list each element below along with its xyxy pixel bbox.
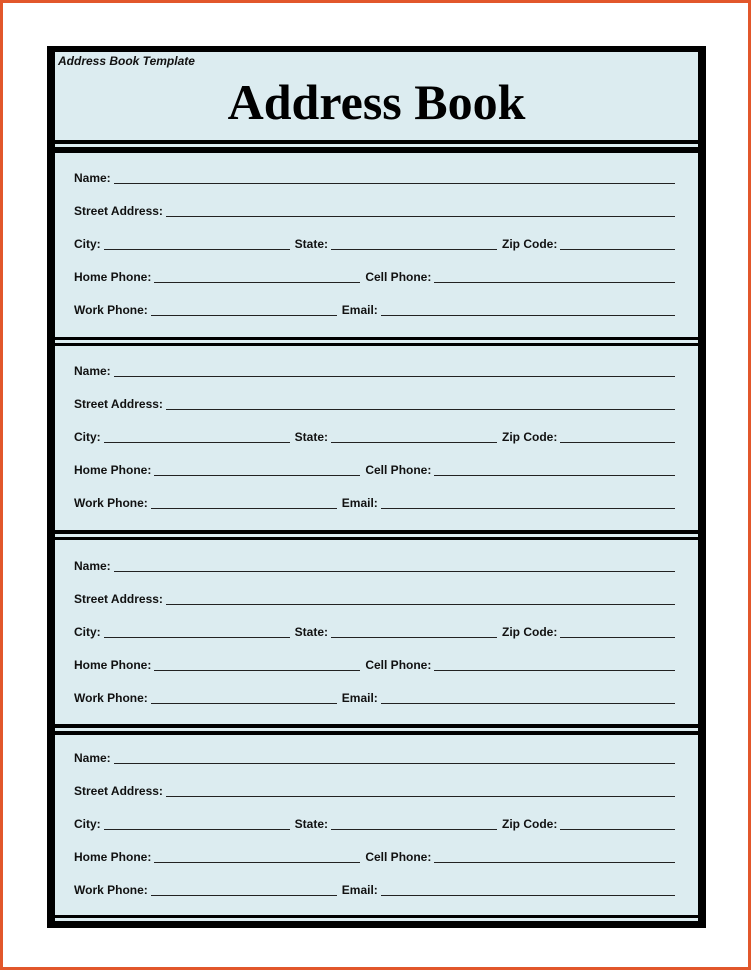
state-label: State: [294, 237, 329, 251]
home-phone-label: Home Phone: [74, 658, 152, 672]
zip-field[interactable] [560, 235, 675, 250]
cell-phone-label: Cell Phone: [365, 850, 432, 864]
address-entry [55, 735, 698, 915]
address-book [47, 46, 706, 928]
home-phone-label: Home Phone: [74, 850, 152, 864]
email-field[interactable] [381, 689, 675, 704]
cell-phone-label: Cell Phone: [365, 658, 432, 672]
address-entry [55, 346, 698, 530]
work-email-row [74, 299, 675, 317]
name-row [74, 167, 675, 185]
state-label: State: [294, 625, 329, 639]
state-field[interactable] [331, 235, 497, 250]
name-field[interactable] [114, 169, 675, 184]
name-row [74, 360, 675, 378]
home-phone-label: Home Phone: [74, 270, 152, 284]
street-field[interactable] [166, 590, 675, 605]
work-phone-field[interactable] [151, 881, 337, 896]
phone-row [74, 846, 675, 864]
street-field[interactable] [166, 202, 675, 217]
city-label: City: [74, 237, 101, 251]
work-phone-field[interactable] [151, 494, 337, 509]
name-row [74, 555, 675, 573]
work-email-row [74, 687, 675, 705]
zip-field[interactable] [560, 815, 675, 830]
name-label: Name: [74, 559, 111, 573]
name-field[interactable] [114, 362, 675, 377]
city-state-zip-row [74, 621, 675, 639]
divider [55, 340, 698, 343]
state-field[interactable] [331, 623, 497, 638]
home-phone-label: Home Phone: [74, 463, 152, 477]
email-field[interactable] [381, 494, 675, 509]
email-field[interactable] [381, 301, 675, 316]
name-row [74, 747, 675, 765]
city-field[interactable] [104, 235, 290, 250]
state-label: State: [294, 817, 329, 831]
state-field[interactable] [331, 428, 497, 443]
divider [55, 144, 698, 147]
cell-phone-field[interactable] [434, 268, 675, 283]
street-label: Street Address: [74, 204, 163, 218]
zip-label: Zip Code: [502, 237, 558, 251]
work-phone-field[interactable] [151, 301, 337, 316]
divider [55, 534, 698, 537]
work-phone-label: Work Phone: [74, 691, 148, 705]
zip-label: Zip Code: [502, 817, 558, 831]
home-phone-field[interactable] [154, 268, 360, 283]
street-label: Street Address: [74, 592, 163, 606]
name-label: Name: [74, 171, 111, 185]
work-email-row [74, 879, 675, 897]
page-title: Address Book [227, 74, 526, 130]
city-label: City: [74, 817, 101, 831]
city-state-zip-row [74, 426, 675, 444]
phone-row [74, 459, 675, 477]
cell-phone-field[interactable] [434, 656, 675, 671]
work-email-row [74, 492, 675, 510]
street-row [74, 200, 675, 218]
home-phone-field[interactable] [154, 461, 360, 476]
state-label: State: [294, 430, 329, 444]
template-label: Address Book Template [58, 54, 195, 68]
header [55, 52, 698, 140]
city-label: City: [74, 625, 101, 639]
city-state-zip-row [74, 233, 675, 251]
divider [55, 728, 698, 731]
cell-phone-field[interactable] [434, 848, 675, 863]
email-field[interactable] [381, 881, 675, 896]
city-label: City: [74, 430, 101, 444]
name-field[interactable] [114, 749, 675, 764]
home-phone-field[interactable] [154, 656, 360, 671]
cell-phone-field[interactable] [434, 461, 675, 476]
street-row [74, 588, 675, 606]
name-label: Name: [74, 364, 111, 378]
city-field[interactable] [104, 815, 290, 830]
zip-field[interactable] [560, 623, 675, 638]
city-state-zip-row [74, 813, 675, 831]
street-label: Street Address: [74, 397, 163, 411]
cell-phone-label: Cell Phone: [365, 270, 432, 284]
state-field[interactable] [331, 815, 497, 830]
street-row [74, 393, 675, 411]
divider [55, 918, 698, 921]
street-field[interactable] [166, 395, 675, 410]
cell-phone-label: Cell Phone: [365, 463, 432, 477]
name-label: Name: [74, 751, 111, 765]
address-entry [55, 153, 698, 337]
email-label: Email: [341, 883, 378, 897]
work-phone-label: Work Phone: [74, 303, 148, 317]
work-phone-label: Work Phone: [74, 496, 148, 510]
zip-field[interactable] [560, 428, 675, 443]
address-entry [55, 540, 698, 724]
email-label: Email: [341, 303, 378, 317]
home-phone-field[interactable] [154, 848, 360, 863]
street-field[interactable] [166, 782, 675, 797]
phone-row [74, 654, 675, 672]
city-field[interactable] [104, 428, 290, 443]
street-label: Street Address: [74, 784, 163, 798]
work-phone-label: Work Phone: [74, 883, 148, 897]
work-phone-field[interactable] [151, 689, 337, 704]
email-label: Email: [341, 691, 378, 705]
street-row [74, 780, 675, 798]
name-field[interactable] [114, 557, 675, 572]
zip-label: Zip Code: [502, 430, 558, 444]
city-field[interactable] [104, 623, 290, 638]
phone-row [74, 266, 675, 284]
zip-label: Zip Code: [502, 625, 558, 639]
email-label: Email: [341, 496, 378, 510]
